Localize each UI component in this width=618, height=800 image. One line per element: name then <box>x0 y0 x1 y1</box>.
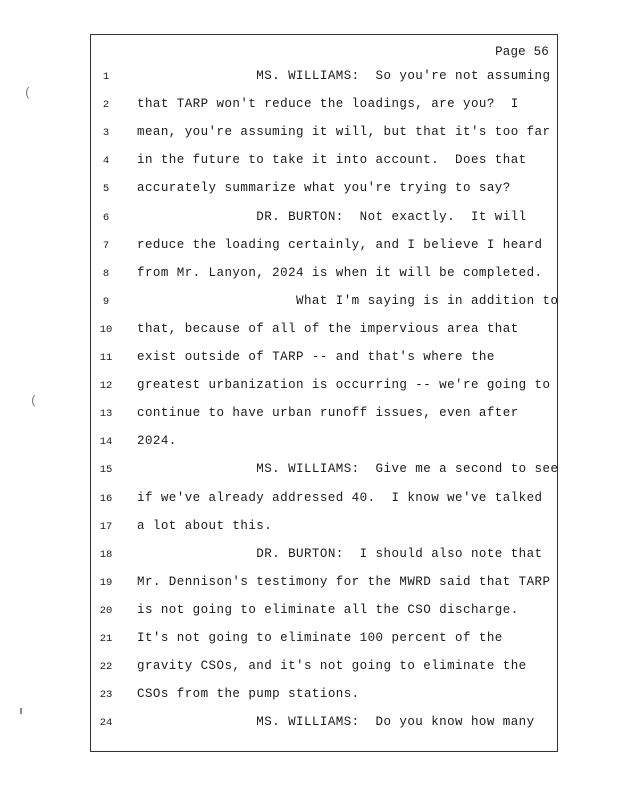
line-text: gravity CSOs, and it's not going to eliminate the <box>137 659 527 674</box>
line-text: that, because of all of the impervious area that <box>137 321 519 336</box>
line-number: 10 <box>99 323 113 336</box>
line-number: 17 <box>99 520 113 533</box>
transcript-line <box>91 378 557 398</box>
line-number: 23 <box>99 689 113 702</box>
transcript-line <box>91 659 557 679</box>
line-text: continue to have urban runoff issues, even after <box>137 406 519 421</box>
line-number: 15 <box>99 464 113 477</box>
line-number: 24 <box>99 717 113 730</box>
transcript-line <box>91 462 557 482</box>
line-text: MS. WILLIAMS: So you're not assuming <box>137 69 551 83</box>
transcript-line <box>91 603 557 623</box>
line-number: 20 <box>99 604 113 617</box>
line-text: a lot about this. <box>137 518 273 533</box>
transcript-line <box>91 125 557 145</box>
transcript-line <box>91 715 557 735</box>
line-number: 5 <box>102 183 110 196</box>
line-text: What I'm saying is in addition to <box>137 293 559 308</box>
line-text: reduce the loading certainly, and I believe I heard <box>137 237 543 252</box>
line-number: 13 <box>99 408 113 421</box>
transcript-line <box>91 69 557 89</box>
line-text: It's not going to eliminate 100 percent of the <box>137 631 503 645</box>
line-number: 19 <box>99 576 113 589</box>
transcript-page <box>90 34 558 752</box>
transcript-line <box>91 575 557 595</box>
line-number: 21 <box>99 633 113 645</box>
line-number: 9 <box>102 295 110 308</box>
line-number: 8 <box>102 267 110 280</box>
line-text: MS. WILLIAMS: Do you know how many <box>137 715 535 730</box>
transcript-line <box>91 294 557 314</box>
page-number: Page 56 <box>495 45 549 59</box>
line-text: is not going to eliminate all the CSO discharge. <box>137 602 519 617</box>
line-number: 4 <box>102 155 110 168</box>
line-number: 3 <box>102 127 110 140</box>
line-text: DR. BURTON: Not exactly. It will <box>137 209 527 224</box>
transcript-line <box>91 631 557 651</box>
transcript-line <box>91 547 557 567</box>
line-text: accurately summarize what you're trying to say? <box>137 181 511 196</box>
line-text: in the future to take it into account. Does that <box>137 153 527 168</box>
transcript-line <box>91 210 557 230</box>
transcript-line <box>91 266 557 286</box>
line-text: 2024. <box>137 434 177 449</box>
line-text: from Mr. Lanyon, 2024 is when it will be completed. <box>137 265 543 280</box>
transcript-line <box>91 181 557 201</box>
line-number: 22 <box>99 661 113 674</box>
transcript-line <box>91 491 557 511</box>
line-text: DR. BURTON: I should also note that <box>137 546 543 561</box>
margin-mark: ( <box>30 394 38 408</box>
line-number: 1 <box>102 71 110 83</box>
scan-speck <box>20 708 22 714</box>
line-number: 16 <box>99 492 113 505</box>
transcript-line <box>91 687 557 707</box>
margin-mark: ( <box>24 86 32 100</box>
line-text: that TARP won't reduce the loadings, are you? I <box>137 97 519 112</box>
line-number: 6 <box>102 211 110 224</box>
line-number: 14 <box>99 436 113 449</box>
transcript-line <box>91 153 557 173</box>
transcript-line <box>91 322 557 342</box>
line-number: 18 <box>99 548 113 561</box>
line-number: 11 <box>99 352 113 364</box>
line-text: if we've already addressed 40. I know we've talked <box>137 490 543 505</box>
transcript-line <box>91 350 557 370</box>
line-number: 7 <box>102 239 110 252</box>
line-text: MS. WILLIAMS: Give me a second to see <box>137 462 559 477</box>
line-number: 12 <box>99 380 113 393</box>
transcript-line <box>91 519 557 539</box>
transcript-line <box>91 238 557 258</box>
line-text: exist outside of TARP -- and that's where the <box>137 350 495 364</box>
line-text: CSOs from the pump stations. <box>137 687 360 702</box>
line-text: Mr. Dennison's testimony for the MWRD said that TARP <box>137 574 551 589</box>
transcript-line <box>91 97 557 117</box>
line-text: greatest urbanization is occurring -- we're going to <box>137 378 551 393</box>
transcript-line <box>91 434 557 454</box>
line-text: mean, you're assuming it will, but that it's too far <box>137 125 551 140</box>
transcript-line <box>91 406 557 426</box>
line-number: 2 <box>102 99 110 112</box>
